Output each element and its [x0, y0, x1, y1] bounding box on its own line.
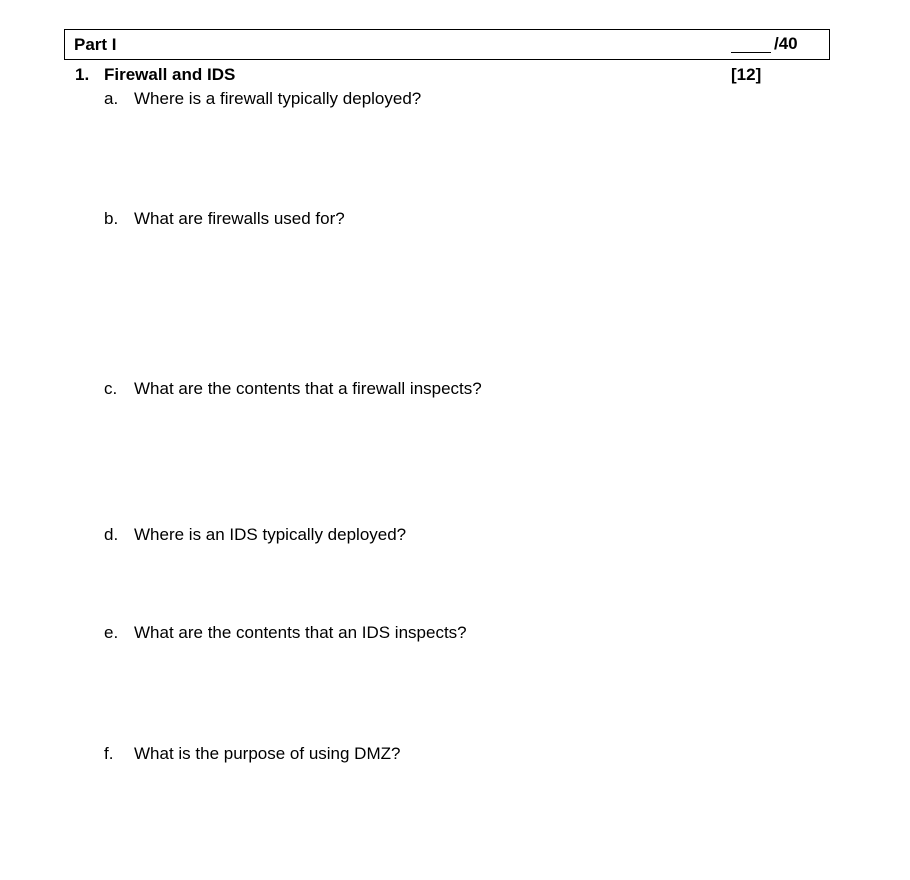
subquestion-d — [104, 525, 406, 545]
subquestion-text: Where is an IDS typically deployed? — [134, 525, 407, 544]
question-title: Firewall and IDS — [104, 65, 236, 84]
question-number: 1. — [75, 65, 90, 84]
subquestion-text: What is the purpose of using DMZ? — [134, 744, 401, 763]
subquestion-letter: c. — [104, 379, 118, 398]
subquestion-letter: d. — [104, 525, 119, 544]
subquestion-letter: a. — [104, 89, 119, 108]
subquestion-f — [104, 744, 400, 764]
subquestion-letter: b. — [104, 209, 119, 228]
subquestion-b — [104, 209, 345, 229]
subquestion-e — [104, 623, 467, 643]
subquestion-letter: f. — [104, 744, 114, 763]
subquestion-a — [104, 89, 421, 109]
subquestion-text: Where is a firewall typically deployed? — [134, 89, 422, 108]
part-title: Part I — [74, 35, 117, 54]
subquestion-c — [104, 379, 482, 399]
subquestion-text: What are the contents that an IDS inspects? — [134, 623, 467, 642]
score-blank-line — [731, 52, 771, 53]
question-marks: [12] — [731, 65, 762, 84]
subquestion-text: What are the contents that a firewall inspects? — [134, 379, 482, 398]
score-total: /40 — [774, 34, 798, 53]
subquestion-letter: e. — [104, 623, 119, 642]
part-header-box — [64, 29, 830, 60]
subquestion-text: What are firewalls used for? — [134, 209, 345, 228]
